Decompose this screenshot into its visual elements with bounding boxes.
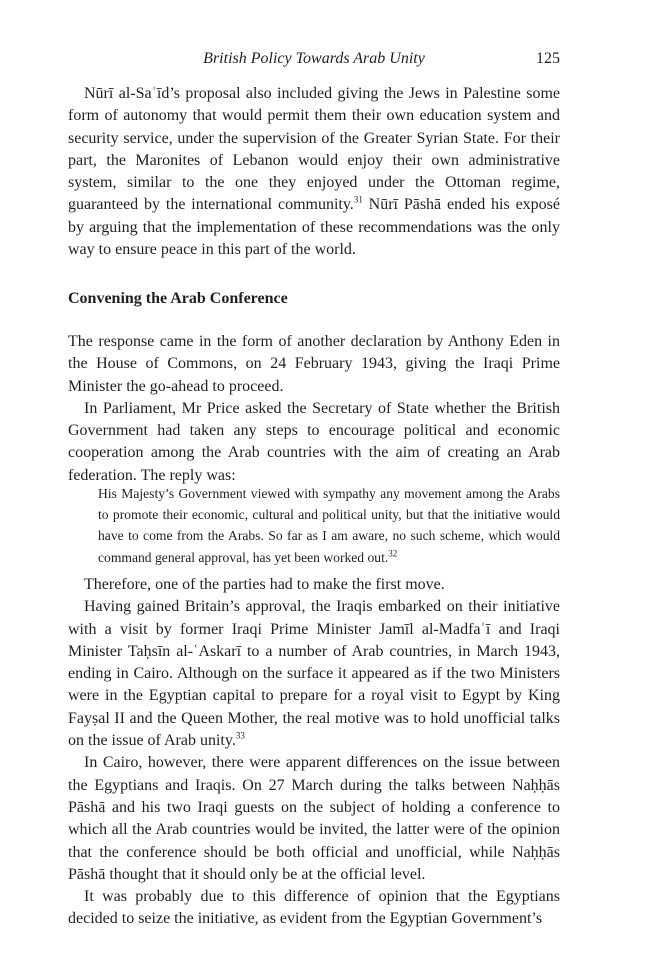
- paragraph-parliament-question: In Parliament, Mr Price asked the Secretary of State whether the British Government had taken any steps to encourage political and economic cooperation among the Arab countries with the aim of creating an Arab federation. The reply was:: [68, 399, 560, 484]
- paragraph-egyptian-initiative: It was probably due to this difference of opinion that the Egyptians decided to seize the initiative, as evident from the Egyptian Government’s: [68, 888, 560, 928]
- paragraph-iraqi-initiative: Having gained Britain’s approval, the Iraqis embarked on their initiative with a visit by former Iraqi Prime Minister Jamīl al-Madfaʿī and Iraqi Minister Taḥsīn al-ʿAskarī to a number of Arab countries, in March 1943, ending in Cairo. Although on the surface it appeared as if the two Ministers were in the Egyptian capital to prepare for a royal visit to Egypt by King Fayṣal II and the Queen Mother, the real motive was to hold unofficial talks on the issue of Arab unity.$^{33}$: [68, 598, 560, 750]
- footnote-ref-32: 32: [388, 548, 398, 559]
- paragraph-nuri-proposal: Nūrī al-Saʿīd’s proposal also included giving the Jews in Palestine some form of autonomy that would permit them their own education system and security service, under the supervision of the Greater Syrian State. For their part, the Maronites of Lebanon would enjoy their own administrative system, similar to the one they enjoyed under the Ottoman regime, guaranteed by the international community.$^{31}$ Nūrī Pāshā ended his exposé by arguing that the implementation of these recommendations was the only way to ensure peace in this part of the world.: [68, 85, 560, 259]
- section-intro-block: [68, 331, 560, 487]
- running-title: British Policy Towards Arab Unity: [203, 50, 425, 67]
- continuation-block: [68, 574, 560, 931]
- footnote-ref-33: 33: [235, 730, 245, 741]
- opening-paragraph-block: [68, 83, 560, 261]
- footnote-ref-31: 31: [353, 195, 363, 206]
- section-heading: Convening the Arab Conference: [68, 290, 288, 307]
- paragraph-cairo-differences: In Cairo, however, there were apparent differences on the issue between the Egyptians and Iraqis. On 27 March during the talks between Naḥḥās Pāshā and his two Iraqi guests on the subject of holding a conference to which all the Arab countries would be invited, the latter were of the opinion that the conference should be both official and unofficial, while Naḥḥās Pāshā thought that it should only be at the official level.: [68, 754, 560, 883]
- running-head: [68, 47, 560, 71]
- page-number: 125: [536, 50, 560, 67]
- block-quote: His Majesty’s Government viewed with sympathy any movement among the Arabs to promote their economic, cultural and political unity, but that the initiative would have to come from the Arabs. So far as I am aware, no such scheme, which would command general approval, has yet been worked out.$^{32}$: [98, 486, 560, 565]
- paragraph-first-move: Therefore, one of the parties had to make the first move.: [84, 576, 445, 593]
- paragraph-eden-declaration: The response came in the form of another declaration by Anthony Eden in the House of Commons, on 24 February 1943, giving the Iraqi Prime Minister the go-ahead to proceed.: [68, 333, 560, 395]
